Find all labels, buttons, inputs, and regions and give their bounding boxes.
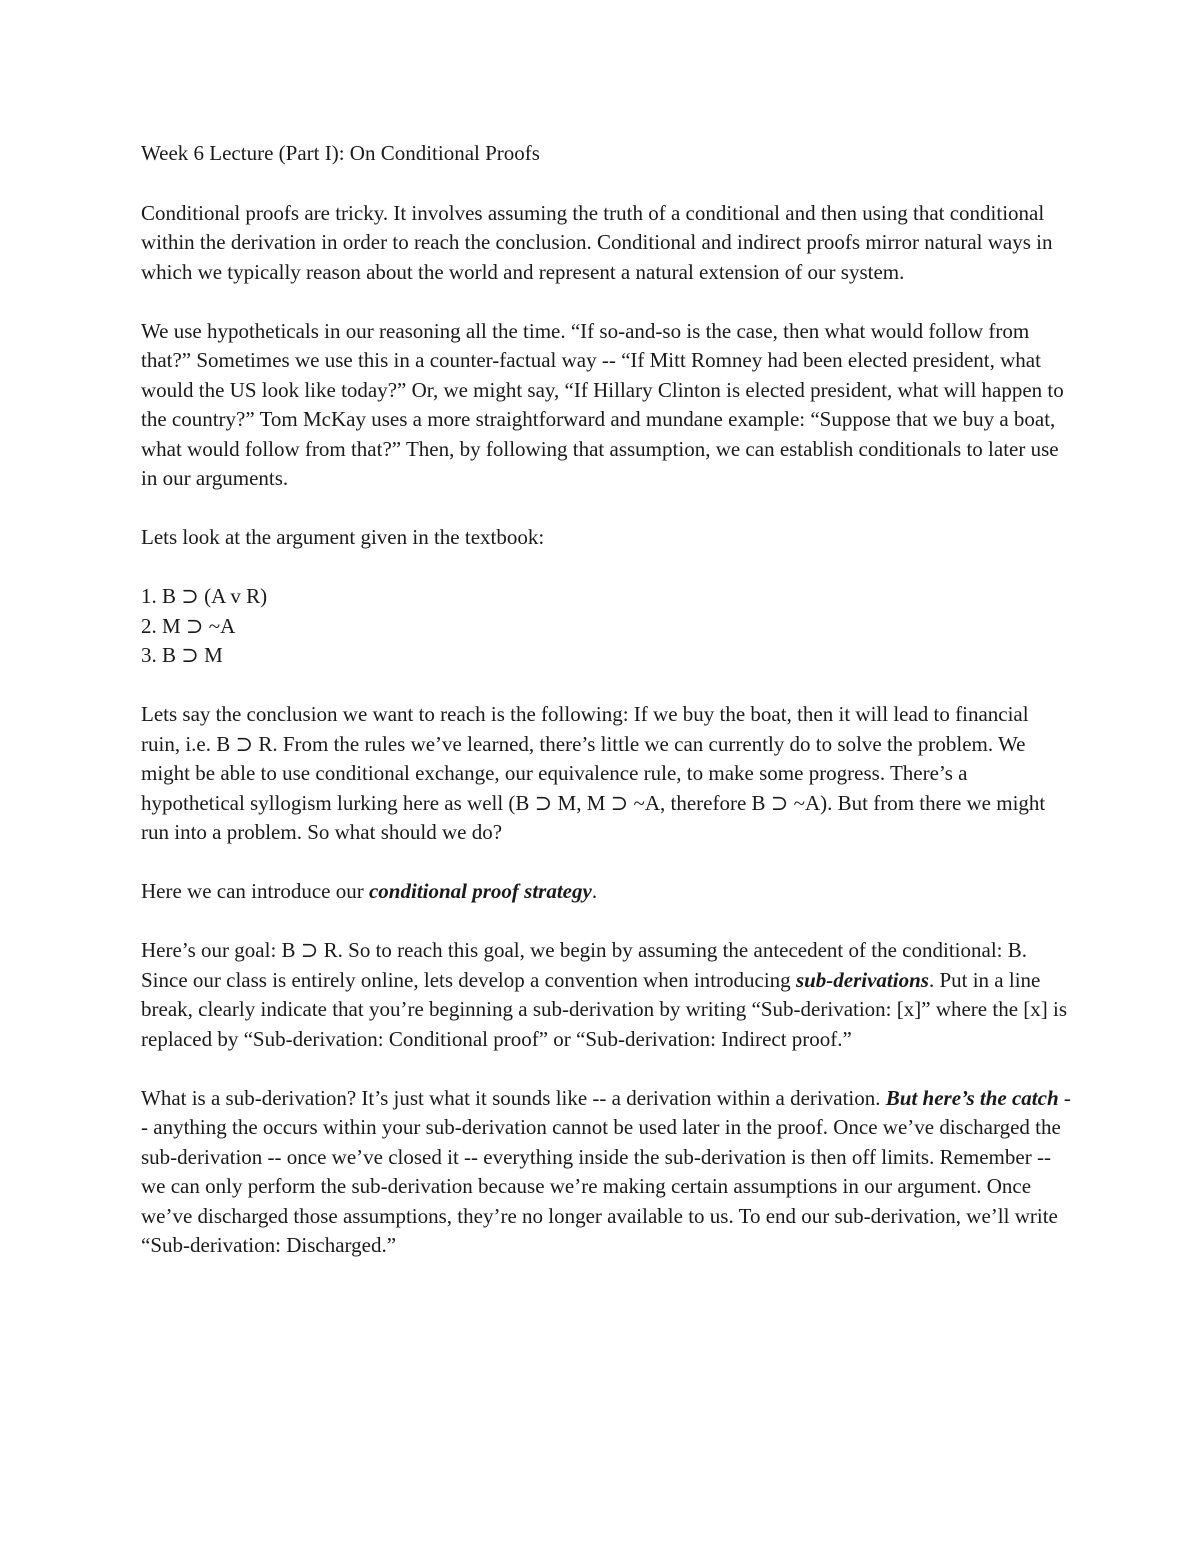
subderivation-emphasis: But here’s the catch xyxy=(885,1085,1059,1110)
paragraph-goal xyxy=(141,936,1071,1054)
paragraph-subderivation xyxy=(141,1084,1071,1261)
premise-3: 3. B ⊃ M xyxy=(141,643,223,667)
paragraph-strategy xyxy=(141,877,1071,907)
document-title: Week 6 Lecture (Part I): On Conditional Proofs xyxy=(141,141,540,165)
subderivation-text-before: What is a sub-derivation? It’s just what it sounds like -- a derivation within a derivation. xyxy=(141,1085,886,1110)
goal-text-before: Here’s our goal: B ⊃ R. So to reach this goal, we begin by assuming the antecedent of the conditional: B. Since our class is entirely online, lets develop a convention when introducing xyxy=(141,938,1027,992)
document-page xyxy=(141,139,1071,1290)
paragraph-intro: Conditional proofs are tricky. It involves assuming the truth of a conditional and then using that conditional within the derivation in order to reach the conclusion. Conditional and indirect proofs mirror natural ways in which we typically reason about the world and represent a natural extension of our system. xyxy=(141,200,1053,284)
paragraph-argument-intro: Lets look at the argument given in the textbook: xyxy=(141,525,545,549)
premise-1: 1. B ⊃ (A v R) xyxy=(141,584,268,608)
subderivation-text-after: -- anything the occurs within your sub-derivation cannot be used later in the proof. Once we’ve discharged the sub-derivation -- once we’ve closed it -- everything inside the sub-derivation is then off limits. Remember -- we can only perform the sub-derivation because we’re making certain assumptions in our argument. Once we’ve discharged those assumptions, they’re no longer available to us. To end our sub-derivation, we’ll write “Sub-derivation: Discharged.” xyxy=(141,1085,1071,1257)
strategy-text-after: . xyxy=(591,879,598,903)
paragraph-conclusion: Lets say the conclusion we want to reach is the following: If we buy the boat, then it will lead to financial ruin, i.e. B ⊃ R. From the rules we’ve learned, there’s little we can currently do to solve the problem. We might be able to use conditional exchange, our equivalence rule, to make some progress. There’s a hypothetical syllogism lurking here as well (B ⊃ M, M ⊃ ~A, therefore B ⊃ ~A). But from there we might run into a problem. So what should we do? xyxy=(141,702,1046,844)
strategy-emphasis: conditional proof strategy xyxy=(368,879,592,903)
premise-list xyxy=(141,582,1071,671)
goal-text-after: . Put in a line break, clearly indicate that you’re beginning a sub-derivation by writing “Sub-derivation: [x]” where the [x] is replaced by “Sub-derivation: Conditional proof” or “Sub-derivation: Indirect proof.” xyxy=(141,967,1068,1051)
paragraph-hypotheticals: We use hypotheticals in our reasoning all the time. “If so-and-so is the case, then what would follow from that?” Sometimes we use this in a counter-factual way -- “If Mitt Romney had been elected president, what would the US look like today?” Or, we might say, “If Hillary Clinton is elected president, what will happen to the country?” Tom McKay uses a more straightforward and mundane example: “Suppose that we buy a boat, what would follow from that?” Then, by following that assumption, we can establish conditionals to later use in our arguments. xyxy=(141,318,1064,490)
goal-emphasis: sub-derivations xyxy=(795,967,929,992)
premise-2: 2. M ⊃ ~A xyxy=(141,613,236,638)
strategy-text-before: Here we can introduce our xyxy=(141,879,369,903)
